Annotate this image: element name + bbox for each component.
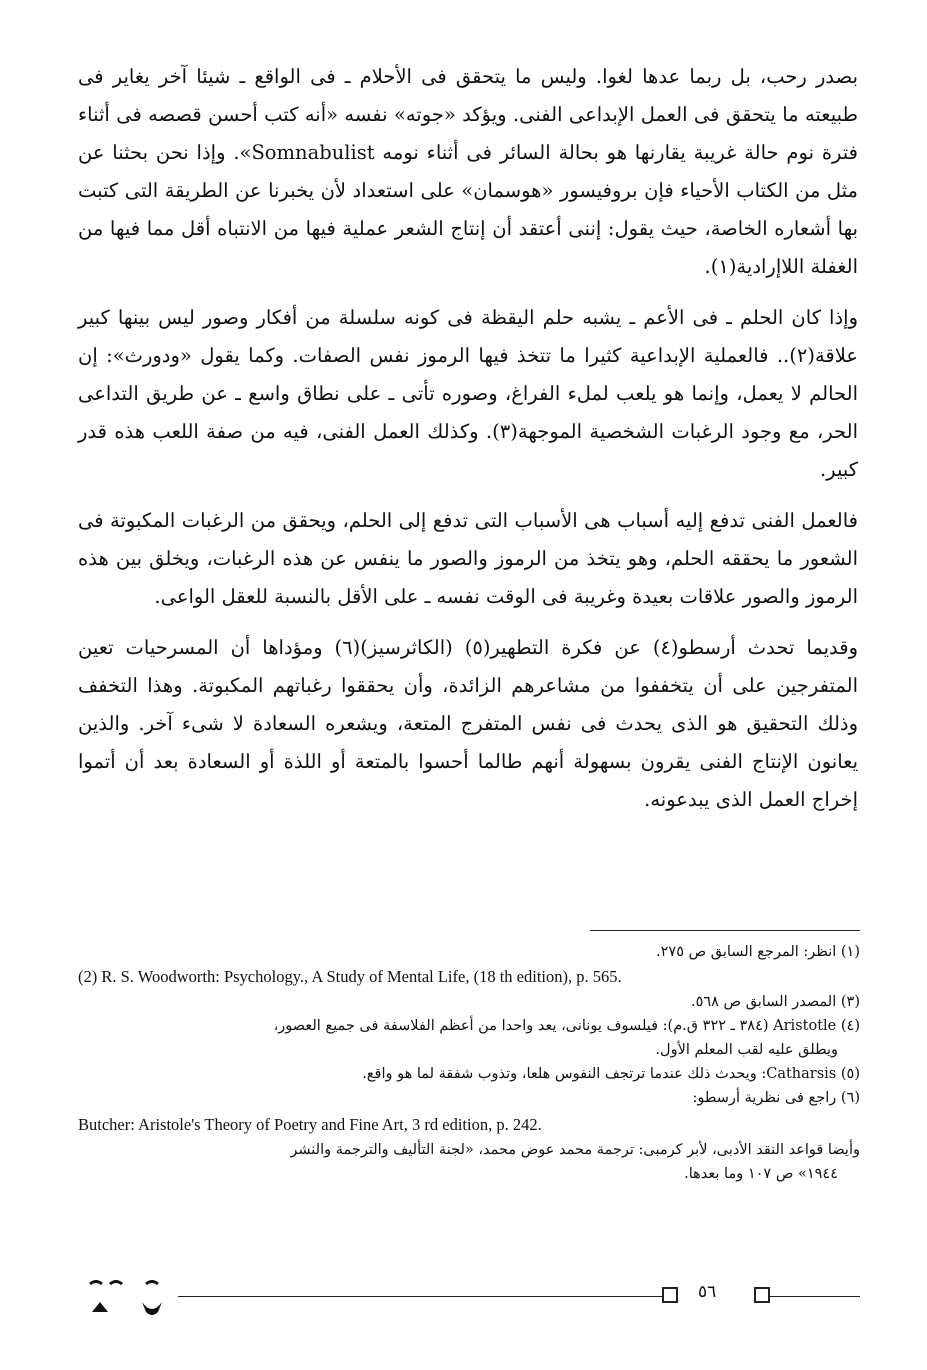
footer-rule-left bbox=[178, 1296, 666, 1297]
footnote-5: (٥) Catharsis: ويحدث ذلك عندما ترتجف النفوس هلعا، وتذوب شفقة لما هو واقع. bbox=[362, 1066, 860, 1082]
footnote-4-continued: ويطلق عليه لقب المعلم الأول. bbox=[655, 1042, 838, 1058]
ornament-icon bbox=[84, 1276, 174, 1320]
body-text bbox=[78, 58, 858, 832]
paragraph-1: بصدر رحب، بل ربما عدها لغوا. وليس ما يتحقق فى الأحلام ـ فى الواقع ـ شيئا آخر يغاير فى طبيعته ما يتحقق فى العمل الإبداعى الفنى. ويؤكد «جوته» نفسه «أنه كتب أحسن قصصه فى أثناء فترة نوم حالة غريبة يقارنها هو بحالة السائر فى أثناء نومه Somnabulist». وإذا نحن بحثنا عن مثل من الكتاب الأحياء فإن بروفيسور «هوسمان» على استعداد لأن يخبرنا عن الطريقة التى كتبت بها أشعاره الخاصة، حيث يقول: إننى أعتقد أن إنتاج الشعر عملية فيها من الانتباه أقل مما فيها من الغفلة اللاإرادية(١). bbox=[78, 65, 859, 278]
paragraph-2: وإذا كان الحلم ـ فى الأعم ـ يشبه حلم اليقظة فى كونه سلسلة من أفكار وصور ليس بينها كبير علاقة(٢).. فالعملية الإبداعية كثيرا ما تتخذ فيها الرموز نفس الصفات. وكما يقول «ودورث»: إن الحالم لا يعمل، وإنما هو يلعب لملء الفراغ، وصوره تأتى ـ على نطاق واسع ـ عن طريق التداعى الحر، مع وجود الرغبات الشخصية الموجهة(٣). وكذلك العمل الفنى، فيه من صفة اللعب هذه قدر كبير. bbox=[78, 306, 858, 481]
footer-rule-right bbox=[770, 1296, 860, 1297]
paragraph-4: وقديما تحدث أرسطو(٤) عن فكرة التطهير(٥) (الكاثرسيز)(٦) ومؤداها أن المسرحيات تعين المتفرجين على أن يتخففوا من مشاعرهم الزائدة، وأن يحققوا رغباتهم المكبوتة. وهذا التخفف وذلك التحقيق هو الذى يحدث فى نفس المتفرج المتعة، ويشعره السعادة لا شىء آخر. والذين يعانون الإنتاج الفنى يقرون بسهولة أنهم طالما أحسوا بالمتعة أو اللذة أو السعادة بعد أن أتموا إخراج العمل الذى يبدعونه. bbox=[78, 636, 858, 811]
footnote-6: (٦) راجع فى نظرية أرسطو: bbox=[692, 1090, 860, 1106]
page-number: ٥٦ bbox=[698, 1282, 717, 1302]
footnote-6-reference: Butcher: Aristole's Theory of Poetry and Fine Art, 3 rd edition, p. 242. bbox=[78, 1115, 542, 1134]
footnote-6-also: وأيضا قواعد النقد الأدبى، لأبر كرمبى: ترجمة محمد عوض محمد، «لجنة التأليف والترجمة والنشر bbox=[290, 1142, 860, 1158]
footnote-3: (٣) المصدر السابق ص ٥٦٨. bbox=[690, 994, 860, 1010]
page-footer bbox=[0, 1276, 927, 1320]
paragraph-3: فالعمل الفنى تدفع إليه أسباب هى الأسباب التى تدفع إلى الحلم، ويحقق من الرغبات المكبوتة فى الشعور ما يحققه الحلم، وهو يتخذ من الرموز والصور ما ينفس عن هذه الرغبات، ويخلق بين هذه الرموز والصور علاقات بعيدة وغريبة فى الوقت نفسه ـ على الأقل بالنسبة للعقل الواعى. bbox=[78, 509, 858, 608]
footnote-separator bbox=[590, 930, 860, 931]
footer-box-right bbox=[754, 1287, 770, 1303]
footnote-4: (٤) Aristotle (٣٨٤ ـ ٣٢٢ ق.م): فيلسوف يونانى، يعد واحدا من أعظم الفلاسفة فى جميع العصور، bbox=[273, 1018, 860, 1034]
footer-box-left bbox=[662, 1287, 678, 1303]
footnote-1: (١) انظر: المرجع السابق ص ٢٧٥. bbox=[656, 944, 860, 960]
footnote-6-also-continued: ١٩٤٤» ص ١٠٧ وما بعدها. bbox=[684, 1166, 838, 1182]
footnote-2: (2) R. S. Woodworth: Psychology., A Study of Mental Life, (18 th edition), p. 565. bbox=[78, 967, 622, 986]
footnotes bbox=[78, 940, 860, 1186]
